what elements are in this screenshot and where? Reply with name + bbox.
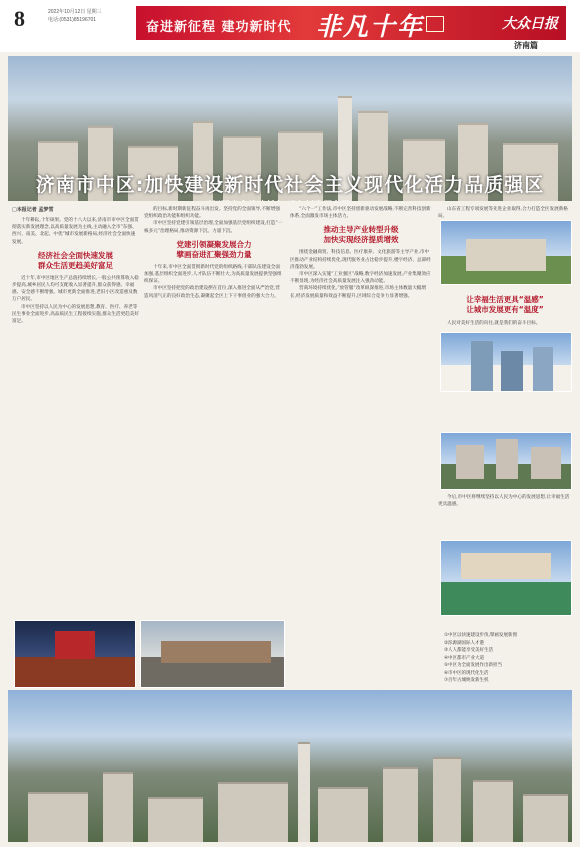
series-title: 非凡十年 (316, 12, 425, 41)
legend-item: ⑥市中区的现代化生活 (444, 670, 489, 676)
phone-line: 电话:(0531)85196701 (48, 17, 97, 23)
legend-item: ②泺源湖国际人才港 (444, 640, 485, 646)
city-seal (426, 16, 444, 32)
photo-community-sports (440, 540, 572, 616)
section-heading-1: 经济社会全面快速发展 群众生活更趋美好富足 (38, 250, 113, 270)
issue-meta (48, 8, 102, 24)
newspaper-logo: 大众日报 (502, 16, 558, 32)
photo-pedestrian-street (140, 620, 285, 688)
photo-tech-towers (440, 332, 572, 392)
legend-item: ③人人都能享受美好生活 (444, 648, 494, 653)
article-column-4b (438, 290, 572, 320)
legend-item: ①中区以快速建设步伐,擘画发展新图 (444, 633, 517, 638)
legend-item: ⑦百年古城焕发新生机 (444, 678, 489, 683)
article-column-2: 的目标,新时期新征程奋斗再出发。坚持党的全面领导,不断增强党组织政治功能和组织功能。 市中区坚持党建引领基层治理,全面加强基层党组织建设,打造“一核多元”治理格局,推动资源下沉、力量下沉。 党建引领凝聚发展合力 擘画奋进汇聚强劲力量 十年来,市中区全面贯彻新时代党的组织路线,干部队伍建设全面加强,基层组织全面进步,人才队伍不断壮大,为高质量发展提供坚强组织保证。 市中区坚持把党的政治建设摆在首位,深入推进全面从严治党,营造风清气正的良好政治生态,凝聚起全区上下干事创业的强大合力。 (144, 207, 283, 299)
photo-legend (444, 632, 574, 685)
section-heading-4: 让幸福生活更具“温感” 让城市发展更有“温度” (466, 295, 544, 314)
section-name: 济南篇 (514, 41, 538, 50)
section-heading-3: 推动主导产业转型升级 加快实现经济提质增效 (323, 225, 399, 245)
date-line: 2022年10月12日 星期三 (48, 9, 102, 15)
masthead (0, 0, 580, 52)
photo-modern-building (440, 220, 572, 285)
article-column-1: □本报记者 孟梦雪 十年耕耘,十年硕果。党的十八大以来,济南市市中区全面贯彻落实新发展理念,以高质量发展为主线,主动融入全市“东强、西兴、南美、北起、中优”城市发展新格局,经济社会全面快速发展。 经济社会全面快速发展 群众生活更趋美好富足 近十年,市中区地区生产总值持续增长,一般公共预算收入稳步提高,城乡居民人均可支配收入显著提升,群众获得感、幸福感、安全感不断增强。城市更新全面推进,老旧小区改造惠及数万户居民。 市中区坚持以人民为中心的发展思想,教育、医疗、养老等民生事业全面进步,高品质民生工程接续实施,群众生活更趋美好富足。 (12, 207, 139, 325)
article-column-4d: 今后,市中区将继续坚持以人民为中心的发展思想,让幸福生活更具温感。 (438, 495, 570, 508)
slogan: 奋进新征程 建功新时代 (146, 20, 292, 35)
footer-city-photo (8, 690, 572, 842)
article-column-3: “六个一”工作法,市中区坚持创新驱动发展战略,不断完善科技创新体系,全面激发市场主体活力。 推动主导产业转型升级 加快实现经济提质增效 围绕金融商贸、科技信息、医疗康养、文化旅游等主导产业,市中区推动产业结构持续优化,现代服务业占比稳步提升,楼宇经济、总部经济蓬勃发展。 市中区深入实施“工业强区”战略,数字经济加速发展,产业集聚效应不断显现,为经济社会高质量发展注入强劲动能。 营商环境持续优化,“放管服”改革纵深推进,市场主体数量大幅增长,经济发展质量和效益不断提升,区域综合竞争力显著增强。 (290, 207, 431, 299)
article-column-4: 山东省工程专项发展等先进企业取得,合力打造全区发展新格局。 (438, 207, 568, 220)
legend-item: ④中区都市产业大道 (444, 655, 485, 661)
photo-street-night (14, 620, 136, 688)
section-heading-2: 党建引领凝聚发展合力 擘画奋进汇聚强劲力量 (176, 239, 252, 259)
headline: 济南市中区:加快建设新时代社会主义现代化活力品质强区 (35, 174, 545, 196)
legend-item: ⑤中区为全面发展作出新担当 (444, 663, 503, 668)
banner (136, 6, 566, 40)
photo-skyline-day (440, 432, 572, 490)
byline: □本报记者 孟梦雪 (12, 207, 54, 213)
article-column-4c: 人民对美好生活的向往,就是我们的奋斗目标。 (447, 321, 541, 326)
page-number: 8 (14, 6, 25, 31)
